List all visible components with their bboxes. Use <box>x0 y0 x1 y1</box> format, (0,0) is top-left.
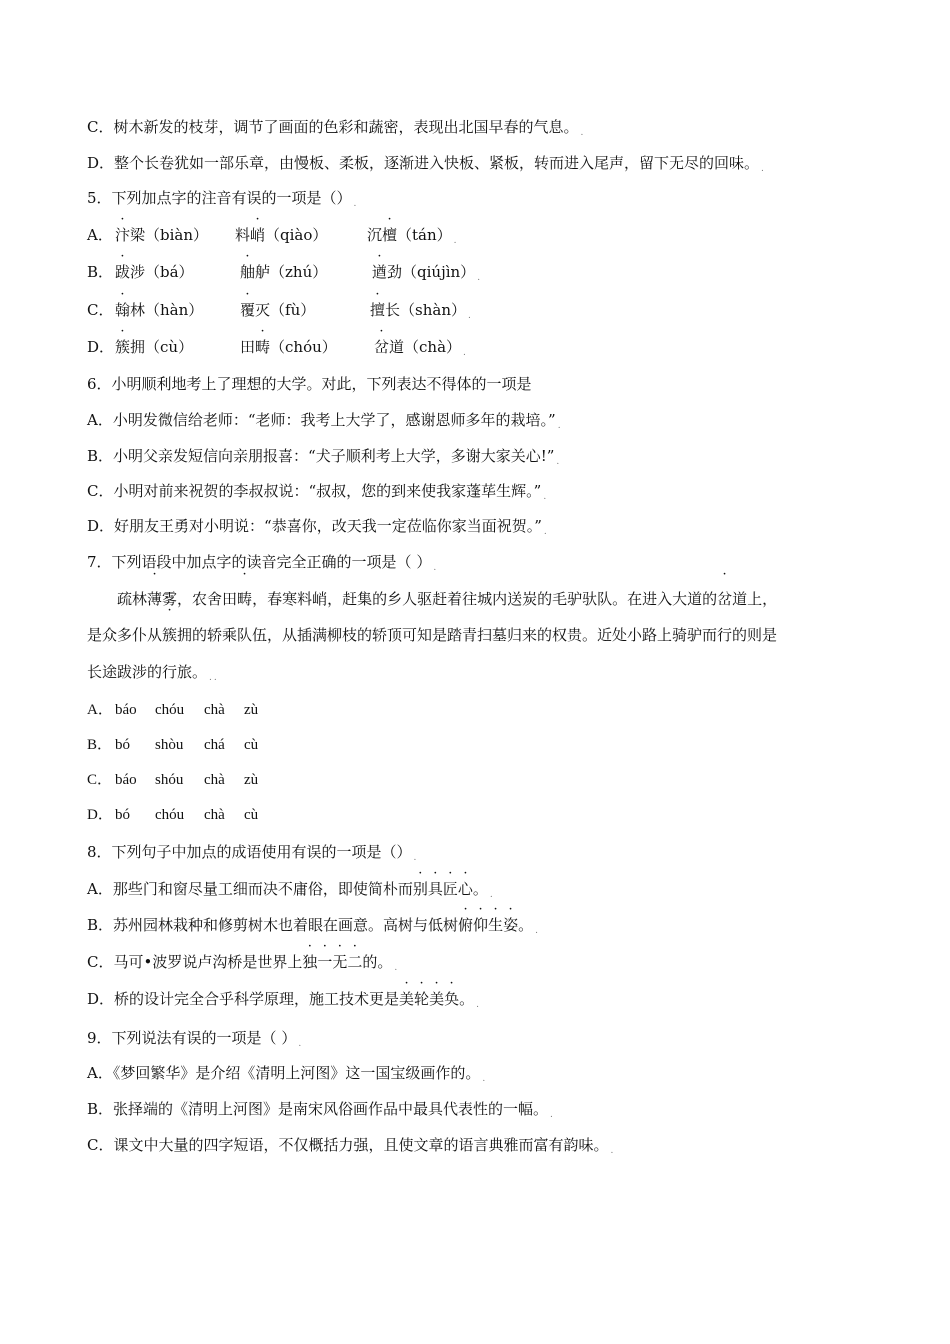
q7-passage-line-1: 疏林薄雾，农舍田畴，春寒料峭，赶集的乡人驱赶着往城内送炭的毛驴驮队。在进入大道的岔道上， <box>117 590 778 608</box>
dotted-character: 轮 <box>414 990 430 1008</box>
q9-option-b: B．张择端的《清明上河图》是南宋风俗画作品中最具代表性的一幅。 . <box>87 1100 553 1120</box>
dotted-character: 奂 <box>444 990 460 1008</box>
dotted-character: 具 <box>427 880 443 898</box>
dotted-character: 独 <box>302 953 318 971</box>
idiom-a <box>413 880 473 898</box>
q9-option-c: C．课文中大量的四字短语，不仅概括力强，且使文章的语言典雅而富有韵味。 . <box>87 1136 614 1156</box>
dotted-character: 心 <box>457 880 473 898</box>
dotted-character: 美 <box>429 990 445 1008</box>
q4-option-d: D．整个长卷犹如一部乐章，由慢板、柔板，逐渐进入快板、紧板，转而进入尾声，留下无尽的回味。 . <box>87 154 764 174</box>
question-8: 8．下列句子中加点的成语使用有误的一项是（） . <box>87 843 417 863</box>
idiom-c <box>302 953 362 971</box>
question-6: 6．小明顺利地考上了理想的大学。对此，下列表达不得体的一项是 <box>87 375 532 393</box>
q6-option-a: A．小明发微信给老师：“老师：我考上大学了，感谢恩师多年的栽培。” . <box>87 411 561 431</box>
q8-option-b: B．苏州园林栽种和修剪树木也着眼在画意。高树与低树俯仰生姿。 . <box>87 916 538 936</box>
q7-passage-line-2: 是众多仆从簇拥的轿乘队伍，从插满柳枝的轿顶可知是踏青扫墓归来的权贵。近处小路上骑驴而行的则是 <box>87 626 778 644</box>
q7-passage-line-3: 长途跋涉的行旅。 . . <box>87 663 217 683</box>
q6-option-c: C．小明对前来祝贺的李叔叔说：“叔叔，您的到来使我家蓬荜生辉。” . <box>87 482 547 502</box>
dotted-character: 匠 <box>442 880 458 898</box>
q8-option-c: C．马可•波罗说卢沟桥是世界上独一无二的。 . <box>87 953 398 973</box>
q8-option-d: D．桥的设计完全合乎科学原理，施工技术更是美轮美奂。 . <box>87 990 479 1010</box>
q6-option-d: D．好朋友王勇对小明说：“恭喜你，改天我一定莅临你家当面祝贺。” . <box>87 517 547 537</box>
question-5: 5．下列加点字的注音有误的一项是（） . <box>87 189 357 209</box>
q8-option-a: A．那些门和窗尽量工细而决不庸俗，即使简朴而别具匠心。 . <box>87 880 493 900</box>
idiom-b <box>458 916 518 934</box>
dotted-character: 别 <box>412 880 428 898</box>
dotted-character: 二 <box>347 953 363 971</box>
q9-option-a: A．《梦回繁华》是介绍《清明上河图》这一国宝级画作的。 . <box>87 1064 486 1084</box>
question-9: 9．下列说法有误的一项是（ ） . <box>87 1029 302 1049</box>
question-7: 7．下列语段中加点字的读音完全正确的一项是（ ） . <box>87 553 437 573</box>
idiom-d <box>399 990 459 1008</box>
dotted-character: 生 <box>488 916 504 934</box>
q4-option-c: C．树木新发的枝芽，调节了画面的色彩和蔬密，表现出北国早春的气息。 . <box>87 118 584 138</box>
dotted-character: 一 <box>317 953 333 971</box>
dotted-character: 仰 <box>473 916 489 934</box>
dotted-character: 姿 <box>503 916 519 934</box>
q6-option-b: B．小明父亲发短信向亲朋报喜：“犬子顺利考上大学，多谢大家关心!” . <box>87 447 560 467</box>
dotted-character: 无 <box>332 953 348 971</box>
document-page: C．树木新发的枝芽，调节了画面的色彩和蔬密，表现出北国早春的气息。 . D．整个长卷犹如一部乐章，由慢板、柔板，逐渐进入快板、紧板，转而进入尾声，留下无尽的回味。 . 5．下列加点字的注音有误的一项是（） . A． 汴梁（biàn） 料峭（qiào） 沉檀（tán） . B． 跋涉（bá） 舳舻（zhú） 遒劲（qiújìn） . C． 翰林（hàn） 覆灭（fù） 擅长（shàn） . D． 簇拥（cù） 田畴（chóu） 岔道（chà） . 6．小明顺利地考上了理想的大学。对此，下列表达不得体的一项是 A．小明发微信给老师：“老师：我考上大学了，感谢恩师多年的栽培。” . B．小明父亲发短信向亲朋报喜：“犬子顺利考上大学，多谢大家关心!” . C．小明对前来祝贺的李叔叔说：“叔叔，您的到来使我家蓬荜生辉。” . D．好朋友王勇对小明说：“恭喜你，改天我一定莅临你家当面祝贺。” . 7．下列语段中加点字的读音完全正确的一项是（ ） . 疏林薄雾，农舍田畴，春寒料峭，赶集的乡人驱赶着往城内送炭的毛驴驮队。在进入大道的岔道上， 是众多仆从簇拥的轿乘队伍，从插满柳枝的轿顶可知是踏青扫墓归来的权贵。近处小路上骑驴而行的则是 长途跋涉的行旅。 . . A． báo chóu chà zù B． bó shòu chá cù C． báo shóu chà zù D． bó chóu chà cù 8．下列句子中加点的成语使用有误的一项是（） . A．那些门和窗尽量工细而决不庸俗，即使简朴而别具匠心。 . B．苏州园林栽种和修剪树木也着眼在画意。高树与低树俯仰生姿。 . C．马可•波罗说卢沟桥是世界上独一无二的。 . D．桥的设计完全合乎科学原理，施工技术更是美轮美奂。 . 9．下列说法有误的一项是（ ） . A．《梦回繁华》是介绍《清明上河图》这一国宝级画作的。 . B．张择端的《清明上河图》是南宋风俗画作品中最具代表性的一幅。 . C．课文中大量的四字短语，不仅概括力强，且使文章的语言典雅而富有韵味。 . <box>0 0 950 1344</box>
dotted-character: 美 <box>399 990 415 1008</box>
dotted-character: 俯 <box>458 916 474 934</box>
